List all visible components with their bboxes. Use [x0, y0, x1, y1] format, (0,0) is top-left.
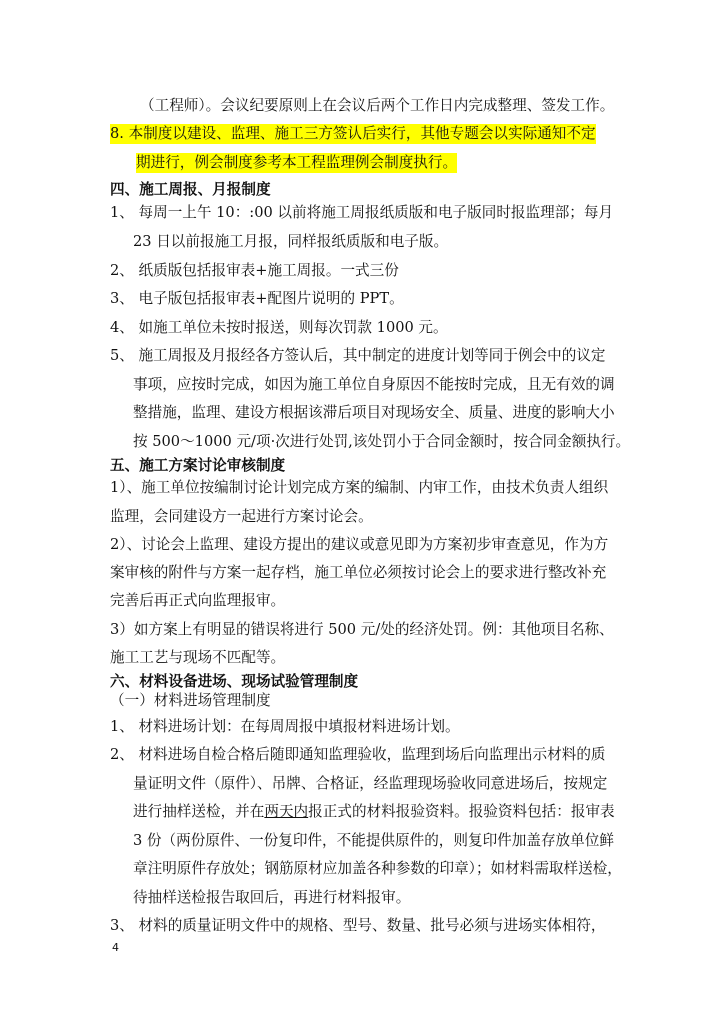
text-line: 按 500～1000 元/项·次进行处罚,该处罚小于合同金额时，按合同金额执行。 — [133, 433, 631, 450]
underlined-text: 两天内 — [264, 803, 309, 820]
section-heading: 五、施工方案讨论审核制度 — [110, 457, 286, 474]
text-line: 3）如方案上有明显的错误将进行 500 元/处的经济处罚。例：其他项目名称、 — [110, 621, 614, 638]
page-number: 4 — [112, 941, 119, 954]
text-line: 完善后再正式向监理报审。 — [110, 592, 286, 609]
highlighted-text-line: 期进行，例会制度参考本工程监理例会制度执行。 — [136, 154, 458, 171]
text-line: 2）、讨论会上监理、建设方提出的建议或意见即为方案初步审查意见，作为方 — [110, 536, 609, 553]
highlighted-text-line: 8. 本制度以建设、监理、施工三方签认后实行，其他专题会以实际通知不定 — [110, 125, 596, 142]
text-line: 案审核的附件与方案一起存档，施工单位必须按讨论会上的要求进行整改补充 — [110, 564, 607, 581]
text-line: 23 日以前报施工月报，同样报纸质版和电子版。 — [133, 233, 449, 250]
text-line: 1、 每周一上午 10：:00 以前将施工周报纸质版和电子版同时报监理部；每月 — [110, 204, 614, 221]
text-line: 2、 纸质版包括报审表+施工周报。一式三份 — [110, 262, 399, 279]
section-heading: 六、材料设备进场、现场试验管理制度 — [110, 673, 359, 690]
text-line: 待抽样送检报告取回后，再进行材料报审。 — [133, 889, 411, 906]
text-line: 5、 施工周报及月报经各方签认后，其中制定的进度计划等同于例会中的议定 — [110, 347, 606, 364]
text-line: （工程师）。会议纪要原则上在会议后两个工作日内完成整理、签发工作。 — [140, 97, 615, 114]
text-line: 2、 材料进场自检合格后随即通知监理验收，监理到场后向监理出示材料的质 — [110, 746, 606, 763]
text-line: 1、 材料进场计划：在每周周报中填报材料进场计划。 — [110, 718, 460, 735]
text-line: 量证明文件（原件）、吊牌、合格证，经监理现场验收同意进场后，按规定 — [133, 775, 608, 792]
text-segment: 进行抽样送检，并在 — [133, 803, 265, 820]
text-line: 监理，会同建设方一起进行方案讨论会。 — [110, 508, 373, 525]
sub-heading: （一）材料进场管理制度 — [110, 692, 271, 709]
text-line: 3 份（两份原件、一份复印件，不能提供原件的，则复印件加盖存放单位鲜 — [133, 832, 614, 849]
text-line: 施工工艺与现场不匹配等。 — [110, 649, 286, 666]
text-line: 3、 电子版包括报审表+配图片说明的 PPT。 — [110, 290, 404, 307]
text-line: 事项，应按时完成，如因为施工单位自身原因不能按时完成，且无有效的调 — [133, 376, 615, 393]
text-line: 1）、施工单位按编制讨论计划完成方案的编制、内审工作，由技术负责人组织 — [110, 479, 609, 496]
text-line: 章注明原件存放处；钢筋原材应加盖各种参数的印章）；如材料需取样送检， — [133, 860, 622, 877]
text-segment: 报正式的材料报验资料。报验资料包括：报审表 — [308, 803, 615, 820]
text-line: 3、 材料的质量证明文件中的规格、型号、数量、批号必须与进场实体相符， — [110, 917, 606, 934]
text-line — [133, 802, 615, 822]
text-line: 整措施，监理、建设方根据该滞后项目对现场安全、质量、进度的影响大小 — [133, 404, 615, 421]
section-heading: 四、施工周报、月报制度 — [110, 181, 271, 198]
text-line: 4、 如施工单位未按时报送，则每次罚款 1000 元。 — [110, 319, 448, 336]
